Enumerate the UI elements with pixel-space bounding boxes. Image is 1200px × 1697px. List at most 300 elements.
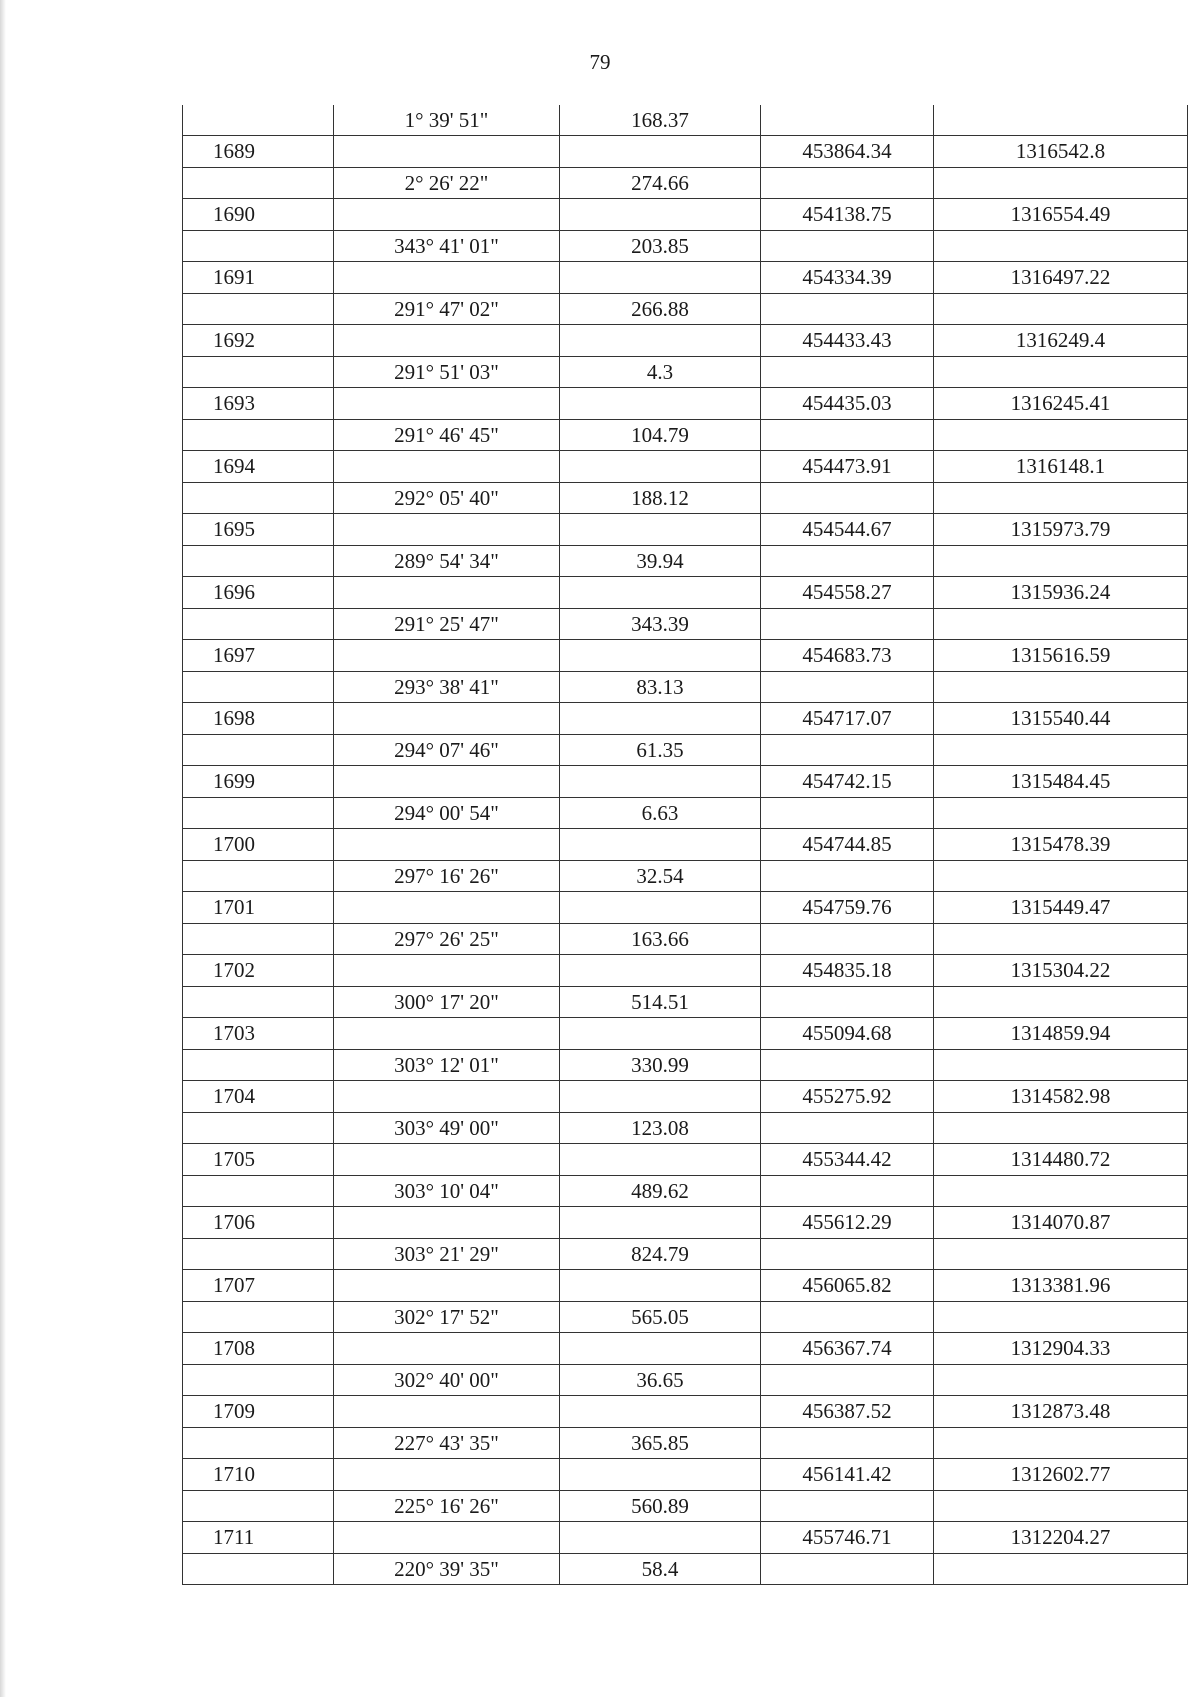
northing-cell [761, 735, 934, 766]
bearing-cell [334, 609, 560, 640]
station-cell-text: 1690 [213, 202, 255, 226]
bearing-cell [334, 388, 560, 420]
northing-cell-text: 453864.34 [802, 139, 892, 163]
station-cell [183, 892, 334, 924]
northing-cell [761, 1428, 934, 1459]
distance-cell-text: 123.08 [631, 1115, 689, 1140]
bearing-cell [334, 514, 560, 546]
northing-cell [761, 1176, 934, 1207]
easting-cell [934, 105, 1188, 136]
northing-cell [761, 1522, 934, 1554]
bearing-cell [334, 1396, 560, 1428]
station-cell [183, 1050, 334, 1081]
bearing-cell-text: 293° 38' 41" [394, 674, 499, 699]
page-number: 79 [589, 50, 611, 74]
course-row [183, 168, 1188, 199]
northing-cell [761, 766, 934, 798]
station-cell-text: 1693 [213, 391, 255, 415]
distance-cell-text: 489.62 [631, 1178, 689, 1203]
course-row [183, 105, 1188, 136]
station-cell-text: 1703 [213, 1021, 255, 1045]
distance-cell-text: 266.88 [631, 296, 689, 321]
station-cell [183, 1459, 334, 1491]
distance-cell [560, 325, 761, 357]
station-cell [183, 735, 334, 766]
bearing-cell [334, 1302, 560, 1333]
bearing-cell [334, 1459, 560, 1491]
distance-cell [560, 1302, 761, 1333]
distance-cell [560, 1396, 761, 1428]
easting-cell [934, 1270, 1188, 1302]
northing-cell [761, 1018, 934, 1050]
northing-cell [761, 1333, 934, 1365]
easting-cell [934, 1018, 1188, 1050]
easting-cell [934, 231, 1188, 262]
easting-cell-text: 1315973.79 [1010, 517, 1111, 541]
distance-cell [560, 672, 761, 703]
bearing-cell [334, 1144, 560, 1176]
easting-cell-text: 1316554.49 [1010, 202, 1111, 226]
bearing-cell-text: 297° 16' 26" [394, 863, 499, 888]
bearing-cell [334, 1239, 560, 1270]
northing-cell-text: 454717.07 [802, 706, 892, 730]
bearing-cell-text: 291° 46' 45" [394, 422, 499, 447]
bearing-cell-text: 302° 17' 52" [394, 1304, 499, 1329]
northing-cell [761, 1144, 934, 1176]
northing-cell [761, 1396, 934, 1428]
easting-cell [934, 640, 1188, 672]
easting-cell [934, 1396, 1188, 1428]
easting-cell [934, 1491, 1188, 1522]
distance-cell [560, 357, 761, 388]
station-cell [183, 357, 334, 388]
bearing-cell [334, 483, 560, 514]
easting-cell-text: 1313381.96 [1010, 1273, 1111, 1297]
station-row [183, 1522, 1188, 1554]
coordinate-table [182, 105, 1188, 1585]
northing-cell-text: 454683.73 [802, 643, 892, 667]
easting-cell [934, 1113, 1188, 1144]
easting-cell [934, 609, 1188, 640]
easting-cell [934, 1459, 1188, 1491]
northing-cell [761, 672, 934, 703]
bearing-cell [334, 1270, 560, 1302]
northing-cell-text: 454435.03 [802, 391, 892, 415]
bearing-cell [334, 199, 560, 231]
station-row [183, 325, 1188, 357]
bearing-cell-text: 300° 17' 20" [394, 989, 499, 1014]
distance-cell [560, 420, 761, 451]
distance-cell [560, 1207, 761, 1239]
northing-cell [761, 105, 934, 136]
station-cell-text: 1696 [213, 580, 255, 604]
station-cell [183, 1239, 334, 1270]
distance-cell [560, 577, 761, 609]
easting-cell [934, 1081, 1188, 1113]
easting-cell [934, 1554, 1188, 1585]
northing-cell [761, 1554, 934, 1585]
easting-cell [934, 1176, 1188, 1207]
northing-cell [761, 1050, 934, 1081]
course-row [183, 1554, 1188, 1585]
distance-cell-text: 560.89 [631, 1493, 689, 1518]
northing-cell [761, 514, 934, 546]
distance-cell-text: 188.12 [631, 485, 689, 510]
easting-cell-text: 1316497.22 [1010, 265, 1111, 289]
station-row [183, 892, 1188, 924]
distance-cell-text: 39.94 [636, 548, 684, 573]
distance-cell [560, 1239, 761, 1270]
northing-cell [761, 1491, 934, 1522]
bearing-cell [334, 1081, 560, 1113]
bearing-cell-text: 303° 12' 01" [394, 1052, 499, 1077]
bearing-cell [334, 1554, 560, 1585]
easting-cell [934, 546, 1188, 577]
northing-cell [761, 483, 934, 514]
northing-cell [761, 798, 934, 829]
bearing-cell [334, 231, 560, 262]
station-cell [183, 451, 334, 483]
course-row [183, 1050, 1188, 1081]
easting-cell [934, 987, 1188, 1018]
distance-cell-text: 61.35 [636, 737, 684, 762]
bearing-cell [334, 861, 560, 892]
easting-cell [934, 1302, 1188, 1333]
station-cell [183, 231, 334, 262]
distance-cell-text: 274.66 [631, 170, 689, 195]
station-cell [183, 1144, 334, 1176]
distance-cell-text: 4.3 [646, 359, 674, 384]
course-row [183, 735, 1188, 766]
easting-cell-text: 1312602.77 [1010, 1462, 1111, 1486]
easting-cell-text: 1314859.94 [1010, 1021, 1111, 1045]
course-row [183, 483, 1188, 514]
easting-cell-text: 1316542.8 [1015, 139, 1106, 163]
course-row [183, 1491, 1188, 1522]
station-cell [183, 672, 334, 703]
easting-cell [934, 829, 1188, 861]
bearing-cell [334, 766, 560, 798]
distance-cell [560, 168, 761, 199]
distance-cell [560, 199, 761, 231]
bearing-cell-text: 294° 07' 46" [394, 737, 499, 762]
station-cell [183, 798, 334, 829]
distance-cell-text: 343.39 [631, 611, 689, 636]
distance-cell [560, 1554, 761, 1585]
bearing-cell [334, 987, 560, 1018]
station-row [183, 514, 1188, 546]
bearing-cell [334, 1050, 560, 1081]
distance-cell [560, 105, 761, 136]
distance-cell [560, 861, 761, 892]
course-row [183, 294, 1188, 325]
easting-cell [934, 451, 1188, 483]
bearing-cell [334, 1176, 560, 1207]
northing-cell [761, 1459, 934, 1491]
bearing-cell [334, 1018, 560, 1050]
station-row [183, 1459, 1188, 1491]
northing-cell [761, 325, 934, 357]
bearing-cell [334, 892, 560, 924]
station-row [183, 388, 1188, 420]
easting-cell [934, 294, 1188, 325]
distance-cell [560, 451, 761, 483]
northing-cell [761, 420, 934, 451]
distance-cell-text: 163.66 [631, 926, 689, 951]
station-cell [183, 1554, 334, 1585]
bearing-cell [334, 735, 560, 766]
northing-cell-text: 455612.29 [802, 1210, 892, 1234]
distance-cell-text: 824.79 [631, 1241, 689, 1266]
distance-cell [560, 1144, 761, 1176]
easting-cell-text: 1315936.24 [1010, 580, 1111, 604]
northing-cell [761, 546, 934, 577]
northing-cell [761, 168, 934, 199]
distance-cell-text: 6.63 [641, 800, 679, 825]
station-cell [183, 1428, 334, 1459]
easting-cell [934, 199, 1188, 231]
station-cell [183, 924, 334, 955]
bearing-cell [334, 105, 560, 136]
northing-cell [761, 262, 934, 294]
station-cell-text: 1701 [213, 895, 255, 919]
distance-cell [560, 388, 761, 420]
easting-cell [934, 1522, 1188, 1554]
station-cell [183, 703, 334, 735]
distance-cell-text: 58.4 [641, 1556, 679, 1581]
bearing-cell-text: 2° 26' 22" [404, 170, 489, 195]
distance-cell [560, 829, 761, 861]
bearing-cell-text: 343° 41' 01" [394, 233, 499, 258]
station-cell [183, 987, 334, 1018]
easting-cell-text: 1315304.22 [1010, 958, 1111, 982]
bearing-cell [334, 1491, 560, 1522]
station-row [183, 577, 1188, 609]
station-cell [183, 420, 334, 451]
station-cell [183, 1333, 334, 1365]
station-cell [183, 199, 334, 231]
easting-cell-text: 1312904.33 [1010, 1336, 1111, 1360]
northing-cell [761, 861, 934, 892]
station-cell [183, 766, 334, 798]
easting-cell [934, 924, 1188, 955]
bearing-cell [334, 357, 560, 388]
station-row [183, 1396, 1188, 1428]
easting-cell-text: 1315449.47 [1010, 895, 1111, 919]
course-row [183, 609, 1188, 640]
bearing-cell-text: 303° 21' 29" [394, 1241, 499, 1266]
distance-cell-text: 36.65 [636, 1367, 684, 1392]
easting-cell-text: 1316148.1 [1015, 454, 1106, 478]
station-cell-text: 1692 [213, 328, 255, 352]
station-cell [183, 1302, 334, 1333]
station-cell-text: 1691 [213, 265, 255, 289]
course-row [183, 798, 1188, 829]
northing-cell-text: 454334.39 [802, 265, 892, 289]
station-cell [183, 325, 334, 357]
station-cell [183, 1491, 334, 1522]
easting-cell-text: 1312873.48 [1010, 1399, 1111, 1423]
northing-cell-text: 454558.27 [802, 580, 892, 604]
scan-edge-shadow [0, 0, 6, 1697]
distance-cell [560, 136, 761, 168]
bearing-cell-text: 291° 25' 47" [394, 611, 499, 636]
easting-cell-text: 1316245.41 [1010, 391, 1111, 415]
bearing-cell-text: 227° 43' 35" [394, 1430, 499, 1455]
station-row [183, 262, 1188, 294]
distance-cell [560, 1050, 761, 1081]
distance-cell [560, 1459, 761, 1491]
course-row [183, 1239, 1188, 1270]
easting-cell-text: 1315540.44 [1010, 706, 1111, 730]
northing-cell-text: 454433.43 [802, 328, 892, 352]
northing-cell [761, 199, 934, 231]
distance-cell [560, 1270, 761, 1302]
easting-cell [934, 1239, 1188, 1270]
distance-cell-text: 565.05 [631, 1304, 689, 1329]
bearing-cell [334, 829, 560, 861]
northing-cell [761, 892, 934, 924]
station-row [183, 451, 1188, 483]
station-cell [183, 1081, 334, 1113]
station-cell-text: 1708 [213, 1336, 255, 1360]
station-row [183, 1207, 1188, 1239]
bearing-cell [334, 640, 560, 672]
distance-cell [560, 1113, 761, 1144]
course-row [183, 1176, 1188, 1207]
easting-cell [934, 1207, 1188, 1239]
northing-cell [761, 1302, 934, 1333]
distance-cell [560, 1176, 761, 1207]
station-row [183, 829, 1188, 861]
bearing-cell-text: 302° 40' 00" [394, 1367, 499, 1392]
distance-cell [560, 703, 761, 735]
station-cell [183, 294, 334, 325]
easting-cell [934, 136, 1188, 168]
northing-cell-text: 456387.52 [802, 1399, 892, 1423]
course-row [183, 987, 1188, 1018]
station-cell [183, 1176, 334, 1207]
bearing-cell [334, 924, 560, 955]
station-cell [183, 1113, 334, 1144]
station-cell [183, 105, 334, 136]
station-row [183, 136, 1188, 168]
distance-cell [560, 262, 761, 294]
bearing-cell-text: 303° 49' 00" [394, 1115, 499, 1140]
bearing-cell [334, 1365, 560, 1396]
easting-cell [934, 420, 1188, 451]
northing-cell-text: 456367.74 [802, 1336, 892, 1360]
station-cell-text: 1695 [213, 517, 255, 541]
bearing-cell [334, 1333, 560, 1365]
northing-cell-text: 456141.42 [802, 1462, 892, 1486]
easting-cell-text: 1315616.59 [1010, 643, 1111, 667]
station-row [183, 1270, 1188, 1302]
easting-cell-text: 1314582.98 [1010, 1084, 1111, 1108]
distance-cell-text: 330.99 [631, 1052, 689, 1077]
bearing-cell [334, 294, 560, 325]
easting-cell [934, 1365, 1188, 1396]
northing-cell [761, 388, 934, 420]
course-row [183, 672, 1188, 703]
station-cell [183, 609, 334, 640]
northing-cell-text: 454544.67 [802, 517, 892, 541]
station-cell-text: 1710 [213, 1462, 255, 1486]
station-cell [183, 262, 334, 294]
distance-cell [560, 766, 761, 798]
course-row [183, 546, 1188, 577]
northing-cell [761, 1113, 934, 1144]
northing-cell-text: 455746.71 [802, 1525, 892, 1549]
easting-cell [934, 766, 1188, 798]
northing-cell [761, 1081, 934, 1113]
distance-cell [560, 1491, 761, 1522]
station-cell-text: 1704 [213, 1084, 255, 1108]
easting-cell-text: 1312204.27 [1010, 1525, 1111, 1549]
bearing-cell-text: 291° 47' 02" [394, 296, 499, 321]
course-row [183, 1302, 1188, 1333]
station-cell [183, 546, 334, 577]
station-cell-text: 1707 [213, 1273, 255, 1297]
northing-cell-text: 454473.91 [802, 454, 892, 478]
course-row [183, 861, 1188, 892]
station-cell [183, 1365, 334, 1396]
bearing-cell [334, 1113, 560, 1144]
easting-cell [934, 325, 1188, 357]
northing-cell [761, 357, 934, 388]
distance-cell [560, 1428, 761, 1459]
distance-cell-text: 32.54 [636, 863, 684, 888]
northing-cell [761, 294, 934, 325]
easting-cell [934, 357, 1188, 388]
easting-cell [934, 388, 1188, 420]
course-row [183, 231, 1188, 262]
distance-cell [560, 231, 761, 262]
northing-cell [761, 1207, 934, 1239]
easting-cell-text: 1314070.87 [1010, 1210, 1111, 1234]
bearing-cell [334, 1522, 560, 1554]
station-cell [183, 514, 334, 546]
station-cell [183, 1270, 334, 1302]
easting-cell-text: 1315478.39 [1010, 832, 1111, 856]
northing-cell [761, 640, 934, 672]
bearing-cell-text: 225° 16' 26" [394, 1493, 499, 1518]
distance-cell [560, 1018, 761, 1050]
station-cell [183, 1018, 334, 1050]
bearing-cell-text: 291° 51' 03" [394, 359, 499, 384]
station-cell [183, 577, 334, 609]
course-row [183, 420, 1188, 451]
northing-cell [761, 231, 934, 262]
station-cell [183, 955, 334, 987]
easting-cell [934, 1144, 1188, 1176]
bearing-cell [334, 325, 560, 357]
course-row [183, 1428, 1188, 1459]
easting-cell [934, 892, 1188, 924]
station-cell [183, 640, 334, 672]
station-cell-text: 1700 [213, 832, 255, 856]
station-cell [183, 483, 334, 514]
station-cell-text: 1705 [213, 1147, 255, 1171]
course-row [183, 357, 1188, 388]
easting-cell [934, 672, 1188, 703]
station-row [183, 703, 1188, 735]
distance-cell [560, 735, 761, 766]
northing-cell [761, 609, 934, 640]
northing-cell [761, 451, 934, 483]
bearing-cell [334, 136, 560, 168]
easting-cell [934, 1428, 1188, 1459]
